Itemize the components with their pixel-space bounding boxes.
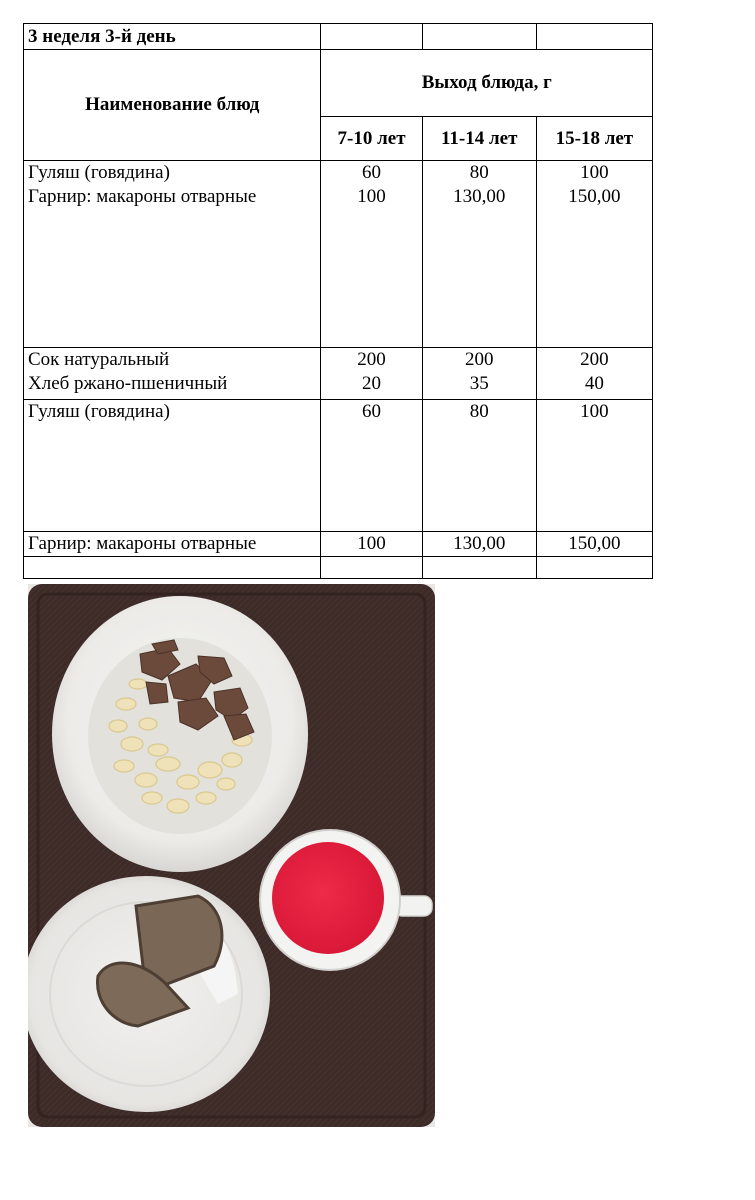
table-row [24,400,653,532]
age-header: 7-10 лет [321,117,422,161]
empty-cell [422,24,536,50]
dish-names [24,161,321,348]
empty-row [24,557,653,579]
table-row [24,348,653,400]
yield-cell [321,400,422,532]
table-title-row [24,24,653,50]
dish-names [24,532,321,557]
yield-cell [536,348,652,400]
yield-value: 40 [584,373,604,394]
yield-value: 80 [469,162,489,183]
yield-value: 80 [469,401,489,422]
yield-value: 150,00 [568,533,621,554]
yield-cell [321,161,422,348]
yield-value: 100 [357,186,386,207]
yield-value: 60 [362,401,382,422]
yield-cell [321,348,422,400]
yield-value: 150,00 [568,186,621,207]
yield-value: 130,00 [453,186,506,207]
yield-cell [422,400,536,532]
yield-value: 200 [464,349,494,370]
yield-value: 130,00 [453,533,506,554]
dish-name: Гарнир: макароны отварные [28,186,257,207]
table-row [24,161,653,348]
empty-cell [536,24,652,50]
empty-cell [422,557,536,579]
yield-header: Выход блюда, г [321,50,653,117]
yield-value: 35 [469,373,489,394]
dish-name: Гуляш (говядина) [28,162,170,183]
yield-cell [536,400,652,532]
meal-photo [28,584,435,1127]
dish-names [24,400,321,532]
dish-name: Хлеб ржано-пшеничный [28,373,228,394]
plate-bread [28,876,270,1112]
age-header: 11-14 лет [422,117,536,161]
age-header: 15-18 лет [536,117,652,161]
yield-cell [422,161,536,348]
yield-cell [536,161,652,348]
empty-cell [321,24,422,50]
table-header-row [24,50,653,117]
yield-value: 200 [580,349,609,370]
yield-cell [321,532,422,557]
empty-cell [24,557,321,579]
table-title: 3 неделя 3-й день [24,24,321,50]
empty-cell [321,557,422,579]
dish-name: Гарнир: макароны отварные [28,533,257,554]
dish-name: Гуляш (говядина) [28,401,170,422]
yield-value: 200 [357,349,386,370]
table-row [24,532,653,557]
yield-value: 100 [580,401,609,422]
yield-cell [536,532,652,557]
yield-value: 20 [362,373,382,394]
bowl-goulash-pasta [52,596,308,872]
yield-value: 100 [580,162,609,183]
yield-cell [422,532,536,557]
yield-value: 60 [362,162,382,183]
dish-name-header: Наименование блюд [24,50,321,161]
yield-cell [422,348,536,400]
menu-table [23,23,653,579]
dish-name: Сок натуральный [28,349,170,370]
empty-cell [536,557,652,579]
yield-value: 100 [357,533,386,554]
dish-names [24,348,321,400]
